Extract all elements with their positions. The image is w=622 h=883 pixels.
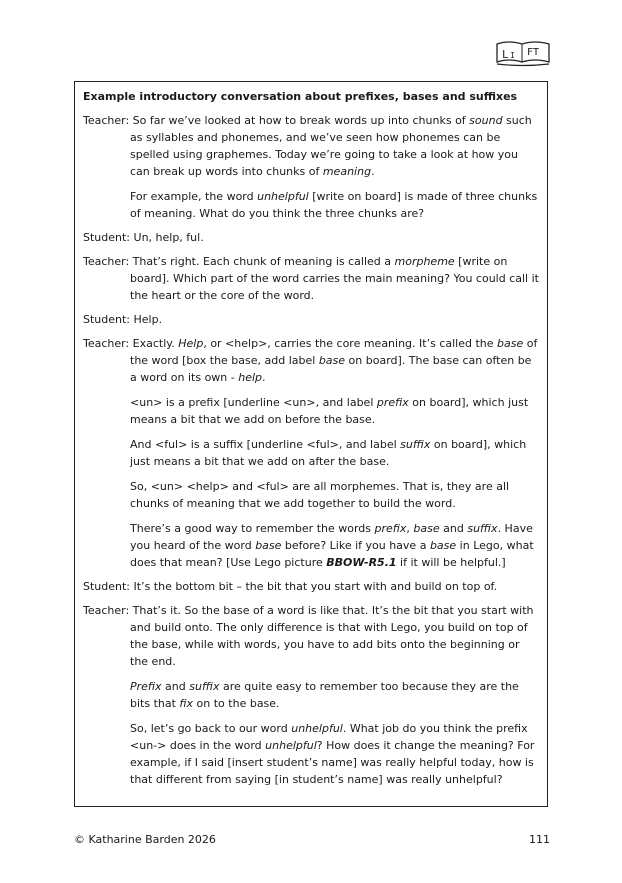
footer-copyright: © Katharine Barden 2026: [74, 833, 216, 846]
speaker-label: Teacher:: [83, 114, 130, 127]
dialogue-paragraph: Teacher: Exactly. Help, or <help>, carries the core meaning. It’s called the base of the word [box the base, add label base on board]. The base can often be a word on its own - help.: [83, 337, 538, 384]
dialogue-paragraph: So, let’s go back to our word unhelpful. What job do you think the prefix <un-> does in the word unhelpful? How does it change the meaning? For example, if I said [insert student’s name] was really helpful today, how is that different from saying [in student’s name] was really unhelpful?: [130, 722, 535, 786]
dialogue-entry: [83, 335, 539, 571]
page-number: 111: [529, 833, 550, 846]
dialogue-paragraph: Prefix and suffix are quite easy to remember too because they are the bits that fix on to the base.: [130, 680, 519, 710]
box-title: Example introductory conversation about prefixes, bases and suffixes: [83, 90, 518, 103]
dialogue-paragraph: Student: Help.: [83, 313, 163, 326]
dialogue-paragraph: So, <un> <help> and <ful> are all morphemes. That is, they are all chunks of meaning that we add together to build the word.: [130, 480, 510, 510]
speaker-label: Teacher:: [83, 255, 130, 268]
dialogue-entry: [83, 253, 539, 304]
speaker-label: Student:: [83, 313, 131, 326]
dialogue-paragraph: Teacher: So far we’ve looked at how to break words up into chunks of sound such as syllables and phonemes, and we’ve seen how phonemes can be spelled using graphemes. Today we’re going to take a look at how you can break up words into chunks of meaning.: [83, 114, 532, 178]
conversation-box: [74, 81, 548, 807]
dialogue-entry: [83, 311, 539, 328]
conversation-entries: [83, 112, 539, 788]
dialogue-entry: [83, 112, 539, 222]
dialogue-paragraph: Student: Un, help, ful.: [83, 231, 204, 244]
speaker-label: Student:: [83, 580, 131, 593]
speaker-label: Teacher:: [83, 604, 130, 617]
dialogue-entry: [83, 602, 539, 788]
lift-logo: [494, 38, 552, 68]
dialogue-paragraph: Student: It’s the bottom bit – the bit that you start with and build on top of.: [83, 580, 498, 593]
speaker-label: Teacher:: [83, 337, 130, 350]
dialogue-paragraph: There’s a good way to remember the words prefix, base and suffix. Have you heard of the word base before? Like if you have a base in Lego, what does that mean? [Use Lego picture BBOW-R5.1 if it will be helpful.]: [130, 522, 534, 569]
svg-text:L: L: [502, 48, 509, 61]
svg-text:FT: FT: [527, 47, 540, 58]
dialogue-paragraph: <un> is a prefix [underline <un>, and label prefix on board], which just means a bit that we add on before the base.: [130, 396, 529, 426]
dialogue-paragraph: And <ful> is a suffix [underline <ful>, and label suffix on board], which just means a bit that we add on after the base.: [130, 438, 527, 468]
dialogue-entry: [83, 229, 539, 246]
svg-text:I: I: [510, 51, 515, 60]
dialogue-entry: [83, 578, 539, 595]
dialogue-paragraph: Teacher: That’s it. So the base of a word is like that. It’s the bit that you start with and build onto. The only difference is that with Lego, you build on top of the base, while with words, you have to add bits onto the beginning or the end.: [83, 604, 534, 668]
dialogue-paragraph: For example, the word unhelpful [write on board] is made of three chunks of meaning. What do you think the three chunks are?: [130, 190, 538, 220]
speaker-label: Student:: [83, 231, 131, 244]
dialogue-paragraph: Teacher: That’s right. Each chunk of meaning is called a morpheme [write on board]. Which part of the word carries the main meaning? You could call it the heart or the core of the word.: [83, 255, 539, 302]
